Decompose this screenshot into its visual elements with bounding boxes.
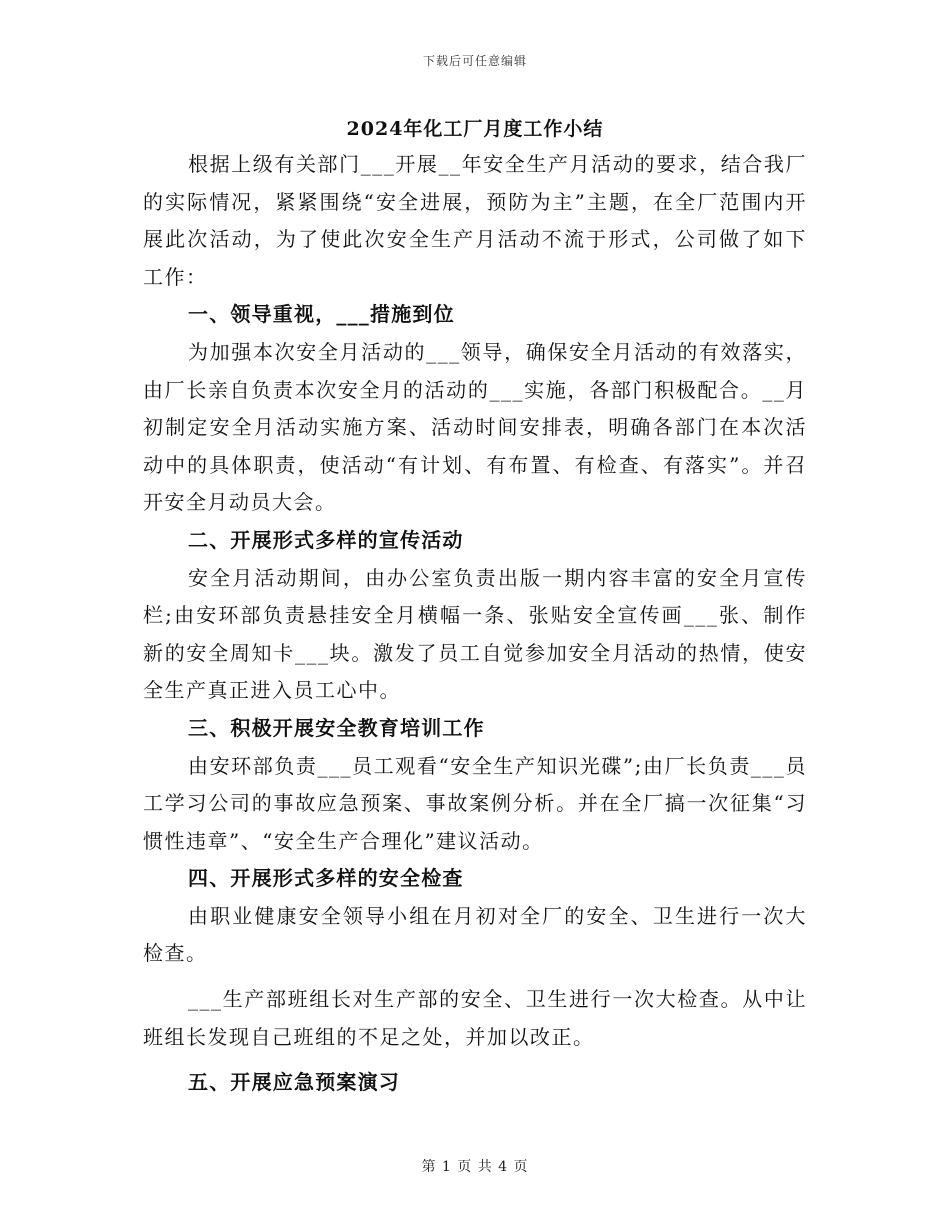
section-paragraph-2: 安全月活动期间，由办公室负责出版一期内容丰富的安全月宣传栏;由安环部负责悬挂安全月横幅一条、张贴安全宣传画___张、制作新的安全周知卡___块。激发了员工自觉参加安全月活动的热情，使安全生产真正进入员工心中。 <box>143 565 807 703</box>
section-paragraph-4a: 由职业健康安全领导小组在月初对全厂的安全、卫生进行一次大检查。 <box>143 903 807 966</box>
section-heading-4: 四、开展形式多样的安全检查 <box>188 866 464 891</box>
header-note: 下载后可任意编辑 <box>422 54 527 68</box>
section-paragraph-3: 由安环部负责___员工观看“安全生产知识光碟”;由厂长负责___员工学习公司的事故应急预案、事故案例分析。并在全厂搞一次征集“习惯性违章”、“安全生产合理化”建议活动。 <box>143 753 807 853</box>
section-heading-2: 二、开展形式多样的宣传活动 <box>188 527 464 552</box>
section-paragraph-4b: ___生产部班组长对生产部的安全、卫生进行一次大检查。从中让班组长发现自己班组的不足之处，并加以改正。 <box>143 987 807 1049</box>
document-title: 2024年化工厂月度工作小结 <box>346 118 604 140</box>
intro-paragraph: 根据上级有关部门___开展__年安全生产月活动的要求，结合我厂的实际情况，紧紧围绕“安全进展，预防为主”主题，在全厂范围内开展此次活动，为了使此次安全生产月活动不流于形式，公司做了如下工作： <box>143 152 807 289</box>
section-heading-1: 一、领导重视，___措施到位 <box>188 302 455 327</box>
section-heading-5: 五、开展应急预案演习 <box>188 1070 400 1095</box>
document-body <box>143 146 807 1102</box>
section-heading-3: 三、积极开展安全教育培训工作 <box>188 715 485 740</box>
page-footer: 第 1 页 共 4 页 <box>421 1159 529 1175</box>
section-paragraph-1: 为加强本次安全月活动的___领导，确保安全月活动的有效落实，由厂长亲自负责本次安全月的活动的___实施，各部门积极配合。__月初制定安全月活动实施方案、活动时间安排表，明确各部门在本次活动中的具体职责，使活动“有计划、有布置、有检查、有落实”。并召开安全月动员大会。 <box>143 339 807 515</box>
